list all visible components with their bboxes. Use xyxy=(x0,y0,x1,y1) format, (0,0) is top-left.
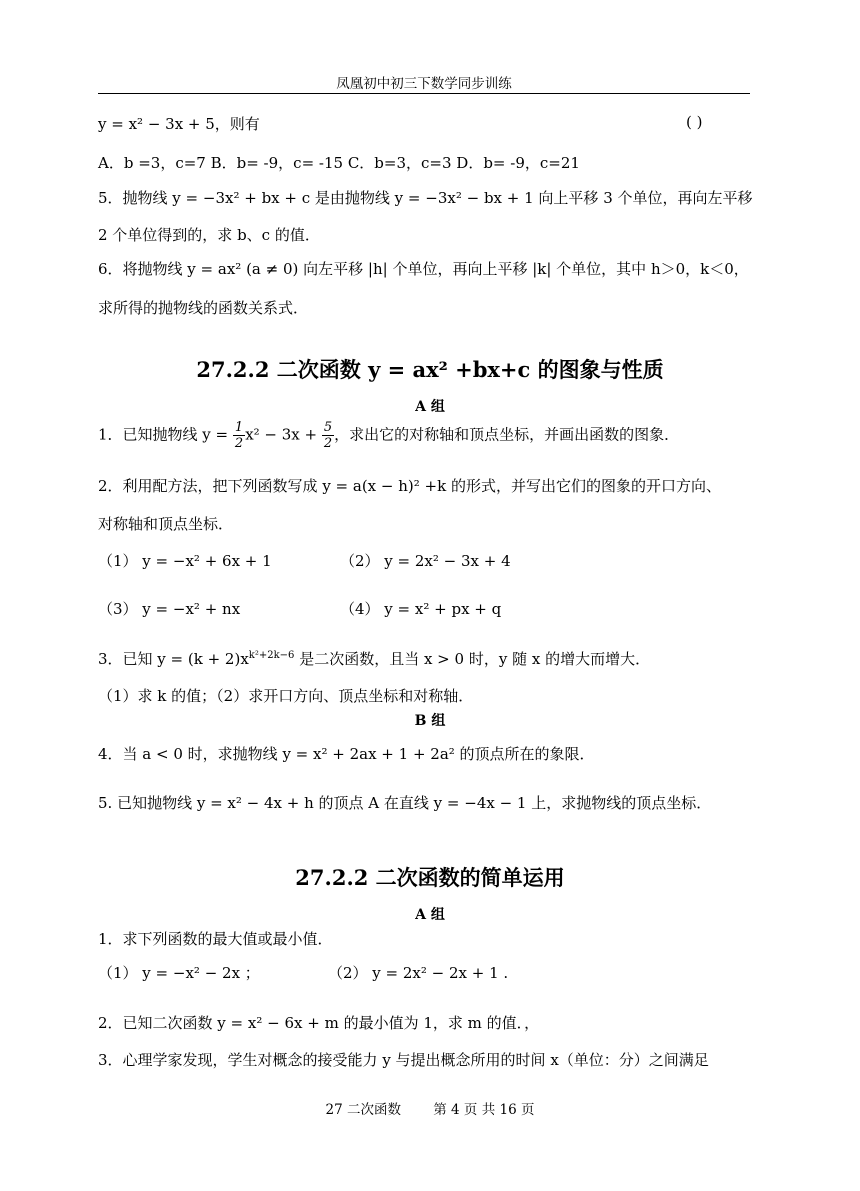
s1-question-3-subparts: （1）求 k 的值；（2）求开口方向、顶点坐标和对称轴． xyxy=(98,687,474,705)
section-title-1: 27.2.2 二次函数 y = ax² +bx+c 的图象与性质 xyxy=(196,357,664,382)
fraction-half: $\frac{1}{2}$ xyxy=(234,420,244,451)
group-a-label-1: A 组 xyxy=(415,399,445,415)
s1-q2-item-2: （2） y = 2x² − 3x + 4 xyxy=(340,552,511,570)
s2-question-1: 1．求下列函数的最大值或最小值． xyxy=(98,930,333,948)
answer-parentheses: ( ) xyxy=(686,113,703,131)
question-continuation: y = x² − 3x + 5，则有 xyxy=(98,115,260,133)
fraction-five-halves: $\frac{5}{2}$ xyxy=(323,420,333,451)
s1-q2-item-3: （3） y = −x² + nx xyxy=(98,600,241,618)
s1-q2-item-1: （1） y = −x² + 6x + 1 xyxy=(98,552,272,570)
s1-question-2-line-1: 2．利用配方法，把下列函数写成 y = a(x − h)² +k 的形式，并写出它们的图象的开口方向、 xyxy=(98,477,721,495)
s2-question-2: 2．已知二次函数 y = x² − 6x + m 的最小值为 1，求 m 的值．， xyxy=(98,1014,540,1032)
page-header: 凤凰初中初三下数学同步训练 xyxy=(336,76,512,92)
question-5-line-2: 2 个单位得到的，求 b、c 的值． xyxy=(98,226,320,244)
footer-chapter: 27 二次函数 xyxy=(325,1102,401,1118)
s1-question-2-line-2: 对称轴和顶点坐标． xyxy=(98,515,234,533)
question-6-line-1: 6．将抛物线 y = ax² (a ≠ 0) 向左平移 |h| 个单位，再向上平移 |k| 个单位，其中 h＞0，k＜0， xyxy=(98,260,749,278)
s2-q1-item-2: （2） y = 2x² − 2x + 1 . xyxy=(328,964,509,982)
page-footer xyxy=(0,1098,860,1118)
group-b-label: B 组 xyxy=(414,713,446,729)
exponent: k²+2k−6 xyxy=(248,650,295,661)
s2-question-3: 3．心理学家发现，学生对概念的接受能力 y 与提出概念所用的时间 x（单位：分）之间满足 xyxy=(98,1051,709,1069)
s2-q1-item-1: （1） y = −x² − 2x ； xyxy=(98,964,260,982)
s1-question-5: 5. 已知抛物线 y = x² − 4x + h 的顶点 A 在直线 y = −4x − 1 上，求抛物线的顶点坐标． xyxy=(98,794,712,812)
header-rule xyxy=(98,93,750,94)
group-a-label-2: A 组 xyxy=(415,907,445,923)
s1-question-1: 1．已知抛物线 y = $\frac{1}{2}$ x² − 3x + $\frac{5}{2}$ ，求出它的对称轴和顶点坐标，并画出函数的图象． xyxy=(98,420,680,451)
section-title-2: 27.2.2 二次函数的简单运用 xyxy=(295,865,565,890)
footer-page-number: 第 4 页 共 16 页 xyxy=(433,1102,535,1118)
question-5-line-1: 5．抛物线 y = −3x² + bx + c 是由抛物线 y = −3x² − bx + 1 向上平移 3 个单位，再向左平移 xyxy=(98,189,753,207)
answer-options: A．b =3，c=7 B．b= -9，c= -15 C．b=3，c=3 D．b= -9，c=21 xyxy=(98,154,580,172)
question-6-line-2: 求所得的抛物线的函数关系式． xyxy=(98,299,309,317)
s1-question-3: 3．已知 $y = (k + 2)x^{k^2+2k-6}$ 是二次函数，且当 x > 0 时，y 随 x 的增大而增大． xyxy=(98,650,651,668)
s1-q2-item-4: （4） y = x² + px + q xyxy=(340,600,502,618)
s1-question-4: 4．当 a < 0 时，求抛物线 y = x² + 2ax + 1 + 2a² 的顶点所在的象限． xyxy=(98,745,595,763)
